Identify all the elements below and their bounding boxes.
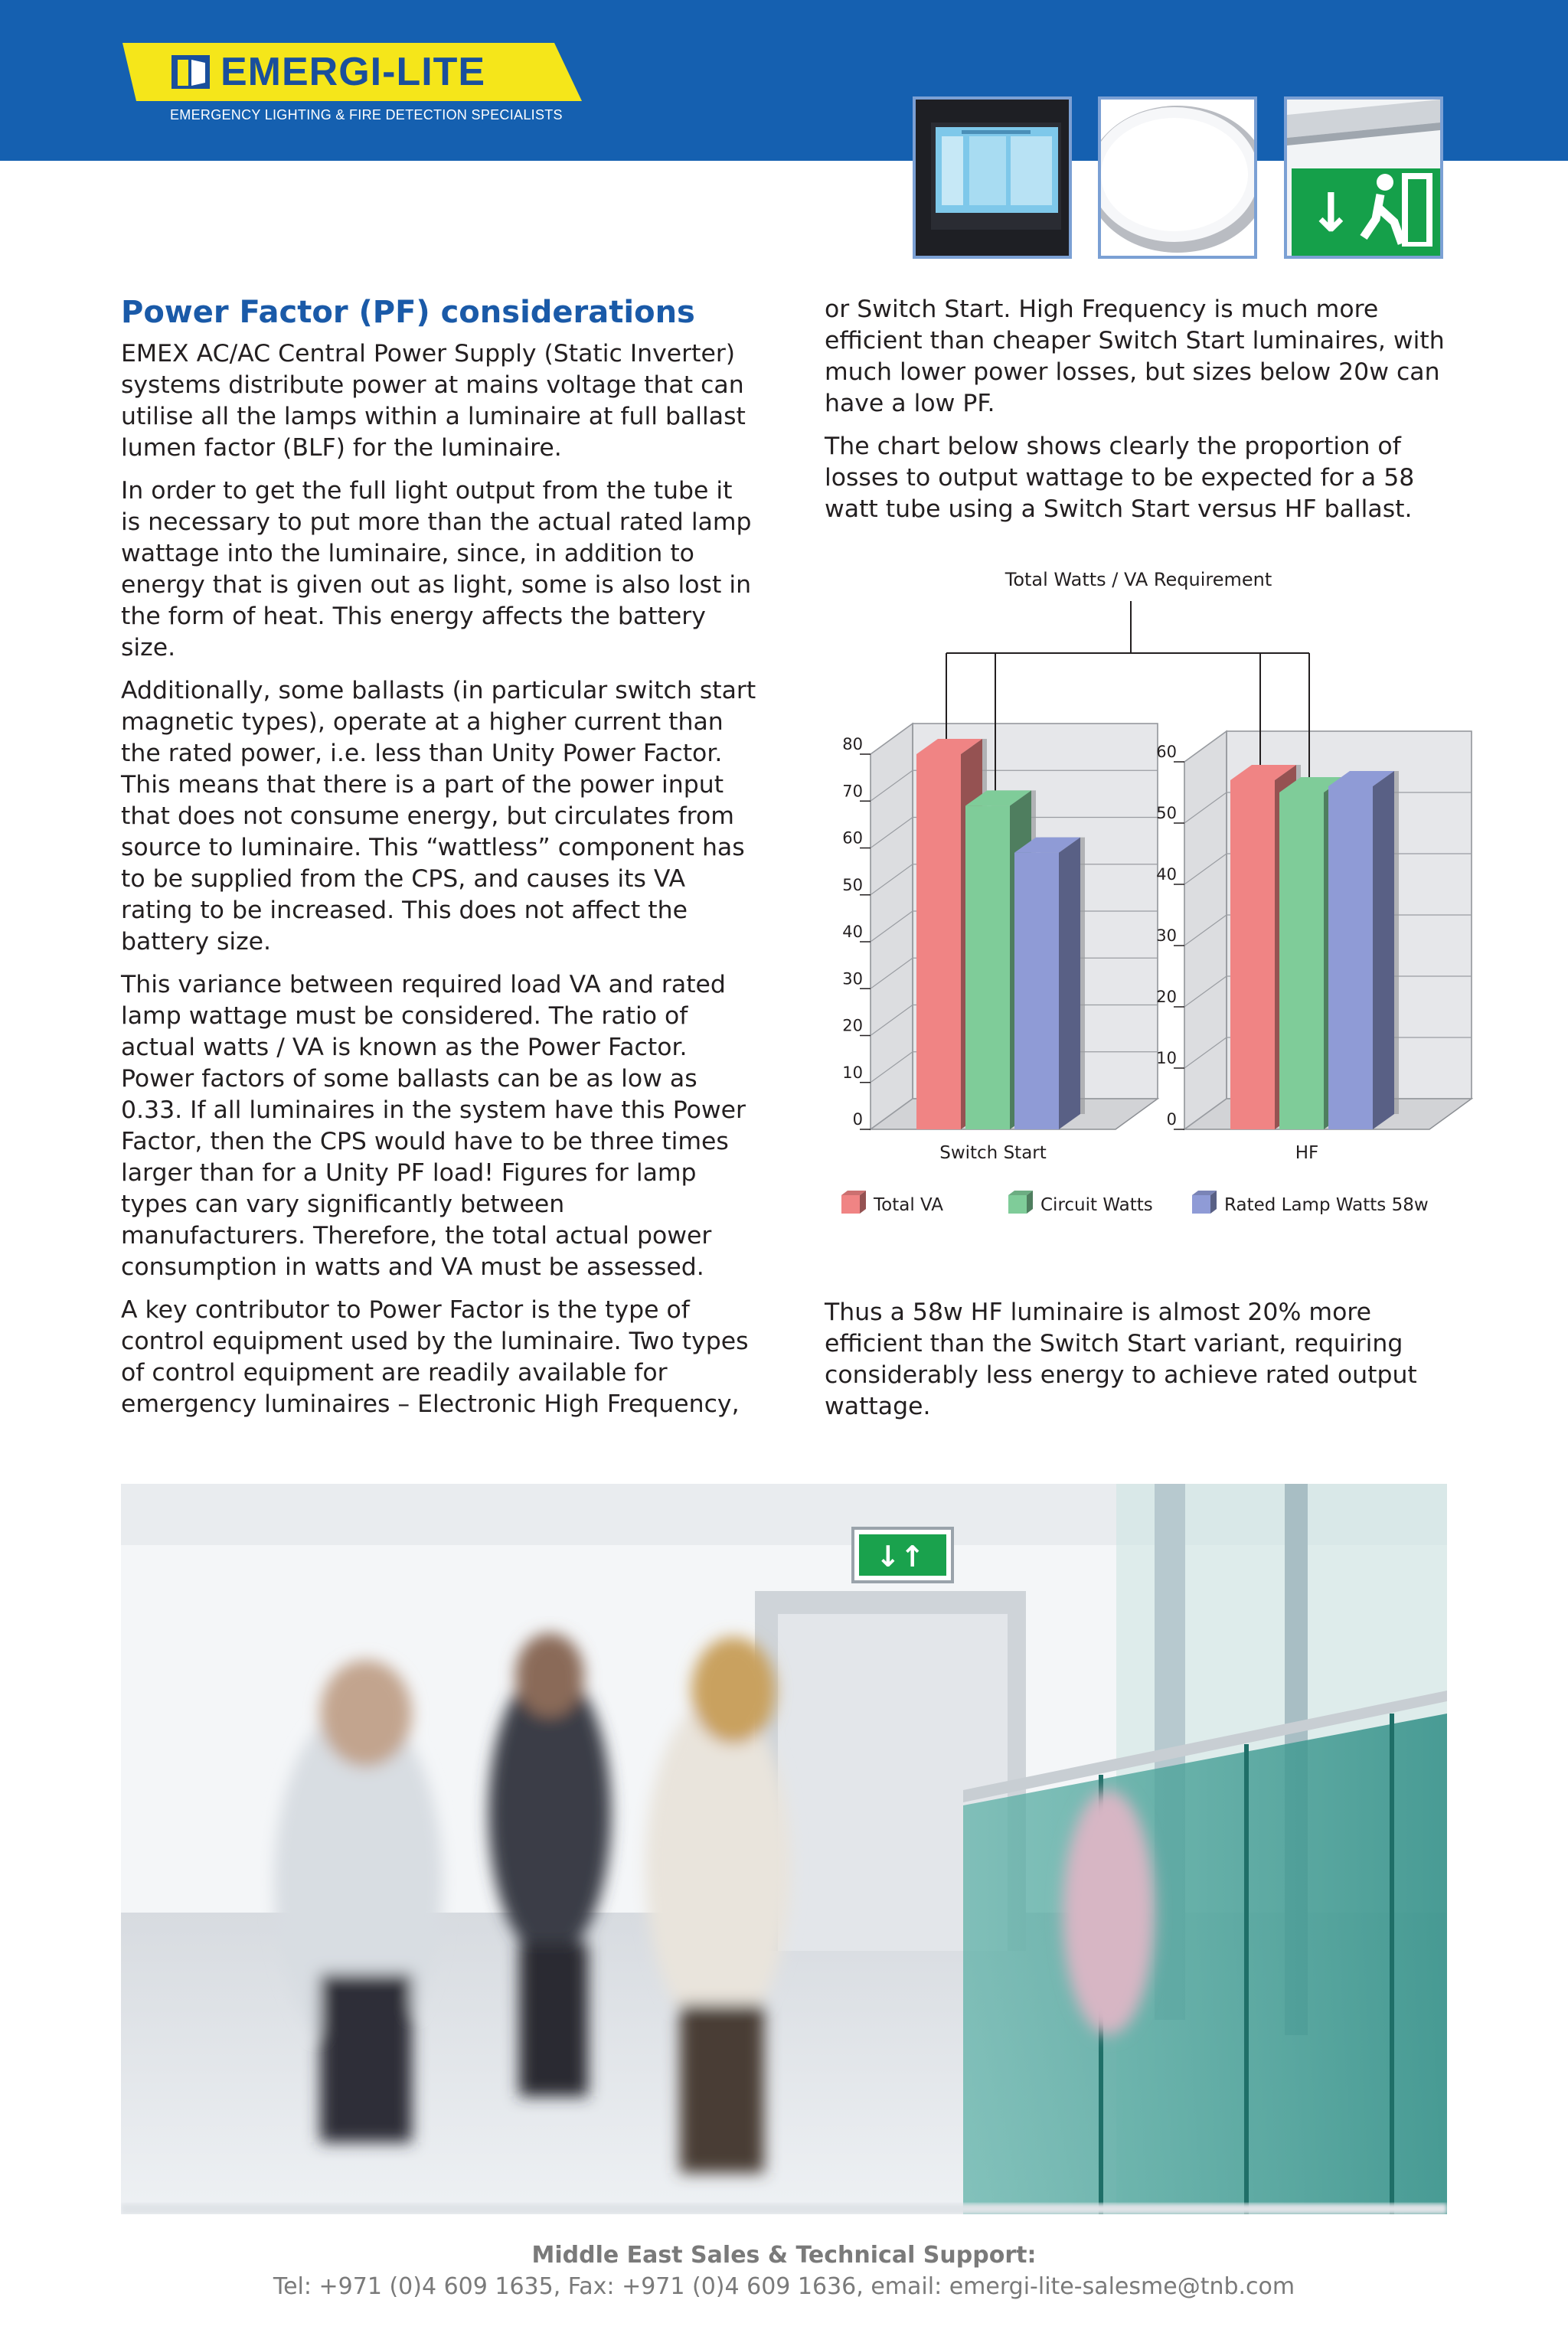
left-text-column [121,294,756,1432]
chart-tick-label: 50 [1156,804,1177,822]
chart-tick-label: 60 [842,828,863,848]
paragraph: In order to get the full light output from the tube it is necessary to put more than the actual rated lamp wattage into the luminaire, since, in addition to energy that is given out as light, some is also lost in the form of heat. This energy affects the battery size. [121,477,752,662]
chart-category-label: Switch Start [939,1143,1047,1163]
chart-tick-label: 40 [1156,865,1177,884]
legend-label: Total VA [874,1195,944,1215]
bar-front [1328,786,1373,1129]
brand-tagline: EMERGENCY LIGHTING & FIRE DETECTION SPECIALISTS [170,107,563,123]
section-title: Power Factor (PF) considerations [121,295,695,330]
chart-tick-label: 30 [842,969,863,988]
paragraph: Additionally, some ballasts (in particular switch start magnetic types), operate at a higher current than the rated power, i.e. less than Unity Power Factor. This means that there is a part of the power input that does not consume energy, but circulates from source to luminaire. This “wattless” component has to be supplied from the CPS, and causes its VA rating to be increased. This does not affect the battery size. [121,677,756,956]
chart-tick-label: 40 [842,923,863,941]
legend-swatch [841,1195,860,1214]
legend-swatch [1008,1195,1027,1214]
chart-tick-label: 30 [1156,926,1177,945]
paragraph: This variance between required load VA and rated lamp wattage must be considered. The ratio of actual watts / VA is known as the Power Factor. Power factors of some ballasts can be as low as 0.33. If all luminaires in the system have this Power Factor, then the CPS would have to be three times larger than for a Unity PF load! Figures for lamp types can vary significantly between manufacturers. Therefore, the total actual power consumption in watts and VA must be assessed. [121,971,746,1281]
bar-front [965,805,1010,1129]
chart-tick-label: 70 [842,782,863,801]
paragraph: EMEX AC/AC Central Power Supply (Static Inverter) systems distribute power at mains voltage that can utilise all the lamps within a luminaire at full ballast lumen factor (BLF) for the luminaire. [121,340,746,462]
chart-title: Total Watts / VA Requirement [1004,569,1272,590]
bar-front [916,754,961,1129]
power-chart [825,563,1483,1252]
bar-front [1230,780,1275,1129]
chart-category-label: HF [1295,1143,1319,1163]
bar-front [1014,853,1059,1129]
footer [0,2240,1568,2303]
svg-text:↓: ↓ [1308,181,1354,244]
logo-door-icon [170,52,213,92]
chart-tick-label: 0 [1166,1110,1177,1129]
power-chart-svg [825,563,1483,1252]
round-luminaire-photo [1098,96,1257,259]
paragraph: A key contributor to Power Factor is the type of control equipment used by the luminaire. Two types of control equipment are readily available for emergency luminaires – Electronic High Frequency, [121,1296,749,1418]
bar-side [1373,771,1394,1129]
legend-label: Rated Lamp Watts 58w [1224,1195,1429,1215]
chart-tick-label: 20 [1156,988,1177,1006]
chart-tick-label: 50 [842,875,863,894]
chart-tick-label: 0 [852,1110,863,1129]
chart-tick-label: 80 [842,735,863,753]
chart-tick-label: 60 [1156,743,1177,761]
brand-logo[interactable] [122,43,582,101]
chart-tick-label: 20 [842,1016,863,1035]
header-band [0,0,1568,244]
right-text-column [825,294,1460,537]
legend-label: Circuit Watts [1040,1195,1153,1215]
chart-tick-label: 10 [842,1063,863,1082]
corridor-photo [121,1484,1447,2214]
svg-text:↓↑: ↓↑ [876,1540,925,1573]
paragraph: The chart below shows clearly the proportion of losses to output wattage to be expected for a 58 watt tube using a Switch Start versus HF ballast. [825,433,1415,523]
footer-contact[interactable]: Tel: +971 (0)4 609 1635, Fax: +971 (0)4 609 1636, email: emergi-lite-salesme@tnb.com [273,2273,1295,2300]
control-panel-photo [913,96,1072,259]
legend-swatch [1192,1195,1210,1214]
bar-front [1279,792,1324,1129]
brand-name: EMERGI-LITE [220,50,486,94]
exit-sign-photo [1284,96,1443,259]
bar-side [1059,838,1080,1129]
conclusion-text: Thus a 58w HF luminaire is almost 20% more efficient than the Switch Start variant, requiring considerably less energy to achieve rated output wattage. [825,1299,1417,1420]
chart-tick-label: 10 [1156,1049,1177,1067]
footer-heading: Middle East Sales & Technical Support: [531,2242,1037,2269]
paragraph: or Switch Start. High Frequency is much more efficient than cheaper Switch Start luminaires, with much lower power losses, but sizes below 20w can have a low PF. [825,296,1445,417]
